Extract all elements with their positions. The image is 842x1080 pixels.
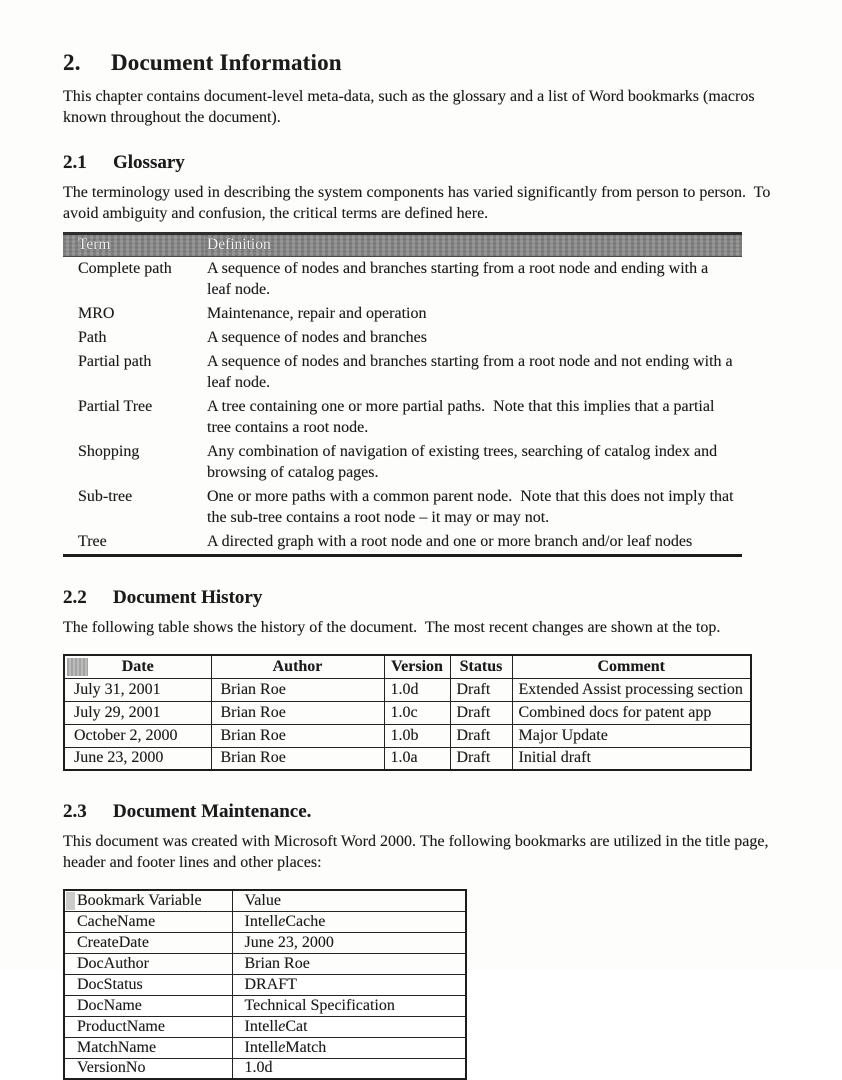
- glossary-table: [63, 232, 742, 557]
- history-comment: Major Update: [512, 724, 751, 747]
- table-row: [64, 953, 466, 974]
- history-status: Draft: [450, 678, 512, 701]
- glossary-term: Partial path: [78, 353, 152, 370]
- section-number: 2.: [63, 50, 81, 75]
- table-row: [64, 1058, 466, 1079]
- history-comment: Initial draft: [512, 747, 751, 770]
- bookmark-variable: CacheName: [64, 911, 232, 932]
- glossary-header-definition: Definition: [205, 234, 742, 257]
- bookmark-value: [232, 1016, 466, 1037]
- section-title: Document Maintenance.: [113, 801, 312, 822]
- table-row: [64, 1037, 466, 1058]
- glossary-definition: A sequence of nodes and branches starting from a root node and not ending with a leaf node.: [207, 353, 737, 391]
- table-row: [64, 1016, 466, 1037]
- value-italic: e: [278, 1038, 286, 1056]
- table-row: [64, 701, 751, 724]
- history-header-comment: Comment: [512, 655, 751, 678]
- value-text: Intell: [244, 1038, 279, 1056]
- value-text: Brian Roe: [244, 954, 310, 972]
- section-heading-document-maintenance: [63, 801, 784, 823]
- bookmark-variable: DocName: [64, 995, 232, 1016]
- glossary-intro-paragraph: The terminology used in describing the system components has varied significantly from person to person. To avoid ambiguity and confusion, the critical terms are defined here.: [63, 184, 775, 222]
- value-text: Intell: [244, 912, 279, 930]
- section-heading-glossary: [63, 152, 784, 174]
- value-text: Cat: [285, 1017, 308, 1035]
- bookmark-value: [232, 932, 466, 953]
- section-number: 2.3: [63, 801, 87, 822]
- header-label: Date: [121, 657, 154, 675]
- history-comment: Extended Assist processing section: [512, 678, 751, 701]
- bookmark-value: [232, 974, 466, 995]
- history-header-author: Author: [211, 655, 384, 678]
- value-text: Intell: [244, 1017, 279, 1035]
- glossary-definition: Maintenance, repair and operation: [207, 305, 427, 322]
- history-date: July 31, 2001: [64, 678, 211, 701]
- scan-artifact: [67, 658, 88, 676]
- table-row: [63, 350, 742, 395]
- value-text: Match: [285, 1038, 327, 1056]
- history-status: Draft: [450, 701, 512, 724]
- bookmark-header-row: [64, 890, 466, 911]
- bookmark-variable: CreateDate: [64, 932, 232, 953]
- table-row: [64, 724, 751, 747]
- value-text: 1.0d: [244, 1059, 273, 1077]
- bookmark-variable: MatchName: [64, 1037, 232, 1058]
- history-status: Draft: [450, 747, 512, 770]
- value-text: Technical Specification: [244, 996, 395, 1014]
- value-italic: e: [278, 912, 286, 930]
- bookmark-variable: ProductName: [64, 1016, 232, 1037]
- table-row: [64, 995, 466, 1016]
- value-text: Cache: [285, 912, 326, 930]
- section-intro-paragraph: This chapter contains document-level meta-data, such as the glossary and a list of Word bookmarks (macros known throughout the document).: [63, 88, 759, 126]
- history-header-status: Status: [450, 655, 512, 678]
- glossary-definition: A sequence of nodes and branches starting from a root node and ending with a leaf node.: [207, 260, 713, 298]
- history-version: 1.0a: [384, 747, 450, 770]
- table-row: [63, 395, 742, 440]
- bookmark-variable: DocAuthor: [64, 953, 232, 974]
- table-row: [63, 485, 742, 530]
- value-text: June 23, 2000: [244, 933, 334, 951]
- table-row: [64, 678, 751, 701]
- history-intro-paragraph: The following table shows the history of the document. The most recent changes are shown at the top.: [63, 619, 721, 636]
- scan-artifact: [66, 892, 75, 910]
- section-title: Document History: [113, 587, 263, 608]
- history-header-row: [64, 655, 751, 678]
- table-row: [63, 257, 742, 303]
- glossary-term: Complete path: [78, 260, 172, 277]
- section-title: Glossary: [113, 152, 185, 173]
- table-row: [64, 747, 751, 770]
- bookmark-value: [232, 995, 466, 1016]
- table-row: [63, 530, 742, 556]
- glossary-term: Path: [78, 329, 107, 346]
- table-row: [64, 911, 466, 932]
- maintenance-intro-paragraph: This document was created with Microsoft Word 2000. The following bookmarks are utilized in the title page, header and footer lines and other places:: [63, 833, 773, 871]
- history-version: 1.0d: [384, 678, 450, 701]
- glossary-definition: A tree containing one or more partial paths. Note that this implies that a partial tree contains a root node.: [207, 398, 719, 436]
- table-row: [64, 932, 466, 953]
- table-row: [63, 302, 742, 326]
- value-italic: e: [278, 1017, 286, 1035]
- bookmark-header-variable: [64, 890, 232, 911]
- glossary-definition: One or more paths with a common parent node. Note that this does not imply that the sub-tree contains a root node – it may or may not.: [207, 488, 738, 526]
- history-author: Brian Roe: [211, 678, 384, 701]
- glossary-term: Sub-tree: [78, 488, 133, 505]
- bookmark-value: [232, 953, 466, 974]
- header-label: Bookmark Variable: [77, 891, 202, 909]
- history-header-version: Version: [384, 655, 450, 678]
- glossary-term: Partial Tree: [78, 398, 153, 415]
- history-date: July 29, 2001: [64, 701, 211, 724]
- history-version: 1.0b: [384, 724, 450, 747]
- bookmark-value: [232, 1058, 466, 1079]
- glossary-term: Tree: [63, 530, 205, 556]
- table-row: [63, 440, 742, 485]
- history-author: Brian Roe: [211, 701, 384, 724]
- table-row: [63, 326, 742, 350]
- section-heading-document-history: [63, 587, 784, 609]
- bookmark-variable: DocStatus: [64, 974, 232, 995]
- section-number: 2.2: [63, 587, 87, 608]
- section-title: Document Information: [111, 50, 342, 75]
- bookmark-table: [63, 889, 467, 1080]
- history-date: June 23, 2000: [64, 747, 211, 770]
- history-date: October 2, 2000: [64, 724, 211, 747]
- glossary-definition: A sequence of nodes and branches: [207, 329, 427, 346]
- glossary-term: MRO: [78, 305, 115, 322]
- glossary-header-row: [63, 234, 742, 257]
- history-author: Brian Roe: [211, 747, 384, 770]
- history-author: Brian Roe: [211, 724, 384, 747]
- value-text: DRAFT: [244, 975, 297, 993]
- glossary-header-term: Term: [63, 234, 205, 257]
- history-comment: Combined docs for patent app: [512, 701, 751, 724]
- bookmark-header-value: Value: [232, 890, 466, 911]
- glossary-term: Shopping: [78, 443, 140, 460]
- history-status: Draft: [450, 724, 512, 747]
- history-version: 1.0c: [384, 701, 450, 724]
- history-header-date: [64, 655, 211, 678]
- bookmark-variable: VersionNo: [64, 1058, 232, 1079]
- bookmark-value: [232, 911, 466, 932]
- glossary-definition: Any combination of navigation of existing trees, searching of catalog index and browsing of catalog pages.: [207, 443, 722, 481]
- bookmark-value: [232, 1037, 466, 1058]
- table-row: [64, 974, 466, 995]
- glossary-definition: A directed graph with a root node and one or more branch and/or leaf nodes: [205, 530, 742, 556]
- history-table: [63, 654, 752, 771]
- section-heading-document-information: [63, 50, 784, 76]
- section-number: 2.1: [63, 152, 87, 173]
